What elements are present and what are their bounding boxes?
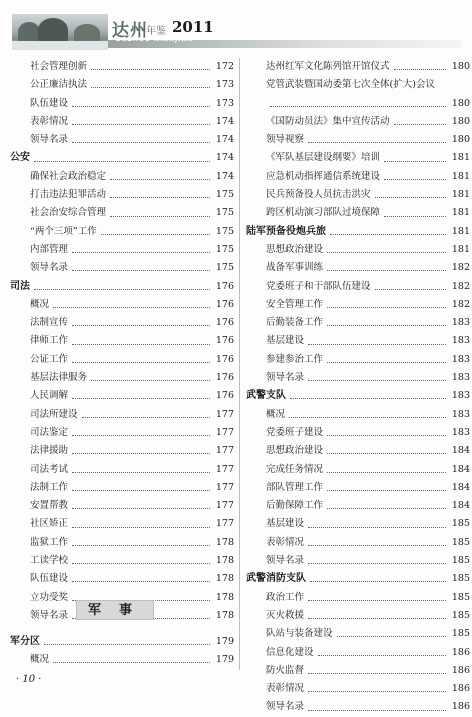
toc-entry-title: 公证工作 <box>30 353 69 365</box>
toc-entry-row[interactable] <box>246 296 470 314</box>
toc-entry-title: 基层建设 <box>266 335 305 347</box>
toc-entry-title: 表彰情况 <box>266 536 305 548</box>
dot-leader <box>91 86 210 88</box>
toc-entry-row[interactable] <box>246 332 470 350</box>
toc-entry-row[interactable] <box>10 58 234 76</box>
toc-entry-row[interactable] <box>10 515 234 533</box>
toc-page-number: 183 <box>451 335 470 347</box>
toc-entry-row[interactable] <box>10 442 234 460</box>
toc-entry-row[interactable] <box>246 644 470 662</box>
dot-leader <box>327 507 446 509</box>
toc-page-number: 184 <box>451 445 470 457</box>
toc-entry-row[interactable] <box>10 76 234 94</box>
toc-page-number: 178 <box>215 555 234 567</box>
dot-leader <box>91 379 210 381</box>
dot-leader <box>72 562 210 564</box>
toc-entry-row[interactable] <box>10 168 234 186</box>
dot-leader <box>327 489 446 491</box>
toc-entry-row[interactable] <box>246 680 470 698</box>
toc-entry-title: 领导名录 <box>30 262 69 274</box>
dot-leader <box>72 269 210 271</box>
yearbook-title: 达州 <box>112 21 148 41</box>
toc-entry-row[interactable] <box>246 424 470 442</box>
toc-page-number: 182 <box>451 262 470 274</box>
toc-page-number: 175 <box>215 225 234 237</box>
toc-entry-title: 思想政治建设 <box>266 243 324 255</box>
toc-entry-title: 武警支队 <box>246 390 286 402</box>
dot-leader <box>327 324 446 326</box>
toc-entry-title: 司法所建设 <box>30 408 78 420</box>
toc-entry-row[interactable] <box>10 259 234 277</box>
toc-entry-row[interactable] <box>246 369 470 387</box>
toc-page-number: 179 <box>215 636 234 647</box>
dot-leader <box>327 251 446 253</box>
toc-page-number: 175 <box>215 189 234 201</box>
toc-entry-title: 公安 <box>10 152 30 164</box>
toc-page-number: 184 <box>451 463 470 475</box>
dot-leader <box>318 654 446 656</box>
toc-page-number: 183 <box>451 426 470 438</box>
toc-entry-title: 法制宣传 <box>30 317 69 329</box>
toc-entry-row[interactable] <box>10 95 234 113</box>
dot-leader <box>91 68 210 70</box>
toc-entry-title: “两个三项”工作 <box>30 225 97 237</box>
header-landscape-image <box>12 14 108 50</box>
toc-page-number: 181 <box>451 152 470 164</box>
dot-leader <box>72 544 210 546</box>
toc-entry-row[interactable] <box>246 497 470 515</box>
toc-entry-title: 司法考试 <box>30 463 69 475</box>
dot-leader <box>330 233 446 235</box>
toc-entry-title: 社区矫正 <box>30 518 69 530</box>
toc-entry-title: 队伍建设 <box>30 573 69 585</box>
toc-entry-title: 防火监督 <box>266 664 305 676</box>
toc-page-number: 180 <box>451 61 470 72</box>
page-number: · 10 · <box>16 674 42 685</box>
dot-leader <box>394 68 446 70</box>
toc-page-number: 177 <box>215 500 234 512</box>
dot-leader <box>72 507 210 509</box>
toc-entry-row[interactable] <box>10 570 234 588</box>
toc-entry-title: 民兵预备役人员抗击洪灾 <box>266 189 371 201</box>
toc-entry-row[interactable] <box>10 461 234 479</box>
dot-leader <box>72 324 210 326</box>
dot-leader <box>375 288 446 290</box>
toc-page-number: 182 <box>451 298 470 310</box>
toc-page-number: 173 <box>215 97 234 109</box>
toc-entry-title: 信息化建设 <box>266 646 314 658</box>
toc-entry-row[interactable] <box>10 296 234 314</box>
toc-entry-title: 概况 <box>266 408 286 420</box>
dot-leader <box>72 580 210 582</box>
toc-entry-title: 社会管理创新 <box>30 61 88 72</box>
toc-entry-row[interactable] <box>246 241 470 259</box>
toc-entry-row[interactable] <box>246 278 470 296</box>
dot-leader <box>72 361 210 363</box>
dot-leader <box>101 233 210 235</box>
toc-entry-row[interactable] <box>10 332 234 350</box>
dot-leader <box>82 416 210 418</box>
toc-entry-title: 政治工作 <box>266 591 305 603</box>
toc-category-row[interactable] <box>10 149 234 167</box>
toc-entry-title: 律师工作 <box>30 335 69 347</box>
toc-page-number: 180 <box>451 134 470 146</box>
toc-entry-row[interactable] <box>10 223 234 241</box>
toc-entry-title: 跨区机动演习部队过境保障 <box>266 207 381 219</box>
dot-leader <box>308 544 446 546</box>
dot-leader <box>384 215 446 217</box>
dot-leader <box>308 672 446 674</box>
dot-leader <box>308 379 446 381</box>
dot-leader <box>308 599 446 601</box>
toc-entry-title: 党委班子建设 <box>266 426 324 438</box>
toc-entry-title: 表彰情况 <box>30 115 69 127</box>
dot-leader <box>110 196 210 198</box>
toc-entry-row[interactable] <box>246 479 470 497</box>
toc-page-number: 183 <box>451 408 470 420</box>
dot-leader <box>289 416 446 418</box>
toc-page-number: 181 <box>451 225 470 237</box>
toc-page-number: 179 <box>215 654 234 666</box>
dot-leader <box>34 160 210 162</box>
toc-page-number: 185 <box>451 609 470 621</box>
toc-entry-row[interactable] <box>10 534 234 552</box>
toc-category-row[interactable] <box>246 387 470 405</box>
toc-left-column <box>10 58 234 625</box>
dot-leader <box>308 526 446 528</box>
toc-entry-row[interactable] <box>10 552 234 570</box>
dot-leader <box>308 709 446 711</box>
dot-leader <box>72 343 210 345</box>
toc-entry-title: 思想政治建设 <box>266 445 324 457</box>
toc-entry-row[interactable] <box>10 406 234 424</box>
dot-leader <box>384 178 446 180</box>
dot-leader <box>72 251 210 253</box>
toc-entry-row[interactable] <box>246 149 470 167</box>
toc-page-number: 185 <box>451 518 470 530</box>
toc-entry-title: 领导视察 <box>266 134 305 146</box>
toc-page-number: 186 <box>451 646 470 658</box>
dot-leader <box>72 397 210 399</box>
toc-entry-row[interactable] <box>246 534 470 552</box>
toc-entry-row[interactable] <box>246 461 470 479</box>
toc-page-number: 186 <box>451 683 470 695</box>
toc-entry-row[interactable] <box>246 552 470 570</box>
toc-entry-row[interactable] <box>246 113 470 131</box>
toc-entry-row[interactable] <box>10 651 234 669</box>
toc-page-number: 177 <box>215 481 234 493</box>
toc-entry-row[interactable] <box>246 95 470 113</box>
dot-leader <box>327 306 446 308</box>
toc-entry-row[interactable] <box>10 204 234 222</box>
toc-entry-row[interactable] <box>246 314 470 332</box>
toc-left-tail <box>10 633 234 670</box>
toc-entry-row[interactable] <box>246 58 470 76</box>
dot-leader <box>34 288 210 290</box>
toc-page-number: 174 <box>215 152 234 164</box>
toc-entry-title: 达州红军文化陈列馆开馆仪式 <box>266 61 390 72</box>
dot-leader <box>72 489 210 491</box>
dot-leader <box>375 196 446 198</box>
toc-page-number: 177 <box>215 445 234 457</box>
toc-page-number: 182 <box>451 280 470 292</box>
toc-entry-row[interactable] <box>10 131 234 149</box>
toc-page-number: 172 <box>215 61 234 72</box>
toc-entry-row[interactable] <box>246 131 470 149</box>
toc-entry-title: 基层建设 <box>266 518 305 530</box>
toc-page-number: 183 <box>451 353 470 365</box>
toc-page-number: 178 <box>215 573 234 585</box>
toc-category-row[interactable] <box>10 278 234 296</box>
toc-entry-title: 确保社会政治稳定 <box>30 170 107 182</box>
toc-page-number: 176 <box>215 280 234 292</box>
toc-entry-row[interactable] <box>246 625 470 643</box>
toc-category-row[interactable] <box>246 223 470 241</box>
section-heading-military: 军事 <box>76 600 154 620</box>
toc-entry-row[interactable] <box>10 424 234 442</box>
toc-entry-row[interactable] <box>246 515 470 533</box>
toc-page-number: 180 <box>451 115 470 127</box>
toc-entry-title: 《国防动员法》集中宣传活动 <box>266 115 390 127</box>
toc-entry-title: 武警消防支队 <box>246 573 306 585</box>
toc-page-number: 181 <box>451 189 470 201</box>
dot-leader <box>327 361 446 363</box>
toc-page-number: 174 <box>215 170 234 182</box>
dot-leader <box>308 617 446 619</box>
toc-entry-title: 军分区 <box>10 636 40 647</box>
toc-entry-row[interactable] <box>246 662 470 680</box>
toc-page-number: 176 <box>215 317 234 329</box>
dot-leader <box>72 105 210 107</box>
toc-category-row[interactable] <box>246 570 470 588</box>
dot-leader <box>308 562 446 564</box>
toc-page-number: 185 <box>451 555 470 567</box>
toc-entry-row[interactable] <box>10 241 234 259</box>
toc-page-number: 175 <box>215 243 234 255</box>
toc-entry-row[interactable] <box>10 314 234 332</box>
toc-entry-title: 法律援助 <box>30 445 69 457</box>
toc-page-number: 185 <box>451 591 470 603</box>
toc-entry-row[interactable] <box>246 406 470 424</box>
toc-entry-row[interactable] <box>246 607 470 625</box>
dot-leader <box>310 580 446 582</box>
toc-page-number: 181 <box>451 170 470 182</box>
toc-page-number: 173 <box>215 79 234 91</box>
dot-leader <box>327 269 446 271</box>
toc-entry-row[interactable] <box>10 387 234 405</box>
toc-page-number: 177 <box>215 518 234 530</box>
toc-entry-title: 应急机动指挥通信系统建设 <box>266 170 381 182</box>
toc-entry-title: 党委班子和干部队伍建设 <box>266 280 371 292</box>
dot-leader <box>308 343 446 345</box>
toc-category-row[interactable] <box>10 633 234 651</box>
toc-page-number: 183 <box>451 317 470 329</box>
toc-page-number: 175 <box>215 207 234 219</box>
toc-entry-title: 人民调解 <box>30 390 69 402</box>
toc-page-number: 176 <box>215 335 234 347</box>
toc-entry-title: 完成任务情况 <box>266 463 324 475</box>
dot-leader <box>110 215 210 217</box>
toc-entry-title: 安置帮教 <box>30 500 69 512</box>
dot-leader <box>270 105 446 107</box>
toc-entry-row[interactable] <box>10 497 234 515</box>
toc-entry-row[interactable] <box>10 369 234 387</box>
dot-leader <box>72 471 210 473</box>
toc-entry-row[interactable] <box>10 113 234 131</box>
yearbook-pinyin: DAZHOU NIANJIAN <box>116 36 194 43</box>
toc-entry-title: 打击违法犯罪活动 <box>30 189 107 201</box>
toc-page-number: 180 <box>451 97 470 109</box>
toc-page-number: 174 <box>215 115 234 127</box>
toc-entry-title: 工读学校 <box>30 555 69 567</box>
toc-entry-row[interactable] <box>246 442 470 460</box>
toc-page-number: 177 <box>215 463 234 475</box>
toc-entry-title: 领导名录 <box>30 134 69 146</box>
toc-page-number: 176 <box>215 390 234 402</box>
toc-entry-title: 部队管理工作 <box>266 481 324 493</box>
toc-entry-title: 公正廉洁执法 <box>30 79 88 91</box>
toc-entry-title: 参建参治工作 <box>266 353 324 365</box>
dot-leader <box>53 306 210 308</box>
toc-page-number: 186 <box>451 701 470 713</box>
toc-entry-title: 领导名录 <box>30 609 69 621</box>
toc-entry-title: 司法 <box>10 280 30 292</box>
dot-leader <box>394 123 446 125</box>
toc-entry-title: 队站与装备建设 <box>266 628 333 640</box>
toc-page-number: 178 <box>215 591 234 603</box>
toc-entry-title: 法制工作 <box>30 481 69 493</box>
toc-entry-title: 队伍建设 <box>30 97 69 109</box>
toc-entry-row[interactable] <box>246 351 470 369</box>
toc-entry-title: 灭火救援 <box>266 609 305 621</box>
toc-entry-title: 表彰情况 <box>266 683 305 695</box>
toc-entry-title: 后勤保障工作 <box>266 500 324 512</box>
toc-page-number: 178 <box>215 536 234 548</box>
toc-entry-title: 领导名录 <box>266 555 305 567</box>
toc-page-number: 175 <box>215 262 234 274</box>
dot-leader <box>308 141 446 143</box>
toc-right-column <box>246 58 470 717</box>
toc-entry-title: 内部管理 <box>30 243 69 255</box>
toc-entry-title: 领导名录 <box>266 372 305 384</box>
yearbook-year: 2011 <box>172 18 214 36</box>
toc-page-number: 186 <box>451 664 470 676</box>
toc-entry-title: 战备军事训练 <box>266 262 324 274</box>
dot-leader <box>72 526 210 528</box>
toc-entry-title: 概况 <box>30 654 50 666</box>
dot-leader <box>110 178 210 180</box>
dot-leader <box>327 434 446 436</box>
toc-entry-title: 《军队基层建设纲要》培训 <box>266 152 381 164</box>
toc-entry-title: 陆军预备役炮兵旅 <box>246 225 326 237</box>
dot-leader <box>327 471 446 473</box>
toc-entry-row[interactable] <box>246 589 470 607</box>
toc-entry-row[interactable] <box>10 479 234 497</box>
column-divider <box>239 58 240 670</box>
dot-leader <box>327 452 446 454</box>
toc-page-number: 176 <box>215 298 234 310</box>
toc-entry-title: 基层法律服务 <box>30 372 88 384</box>
dot-leader <box>72 123 210 125</box>
toc-page-number: 183 <box>451 390 470 402</box>
dot-leader <box>44 643 210 645</box>
toc-page-number: 177 <box>215 408 234 420</box>
toc-page-number: 181 <box>451 207 470 219</box>
toc-page-number: 174 <box>215 134 234 146</box>
toc-entry-row[interactable] <box>10 351 234 369</box>
toc-page-number: 184 <box>451 481 470 493</box>
toc-page-number: 181 <box>451 243 470 255</box>
toc-page-number: 185 <box>451 628 470 640</box>
dot-leader <box>72 434 210 436</box>
toc-entry-title: 立功受奖 <box>30 591 69 603</box>
toc-entry-title: 概况 <box>30 298 50 310</box>
toc-entry-title: 社会治安综合管理 <box>30 207 107 219</box>
toc-page-number: 177 <box>215 426 234 438</box>
dot-leader <box>308 690 446 692</box>
toc-entry-title: 后勤装备工作 <box>266 317 324 329</box>
dot-leader <box>72 452 210 454</box>
toc-page-number: 184 <box>451 500 470 512</box>
toc-entry-row[interactable] <box>246 259 470 277</box>
toc-page-number: 185 <box>451 573 470 585</box>
dot-leader <box>384 160 446 162</box>
toc-entry-title: 领导名录 <box>266 701 305 713</box>
toc-page-number: 176 <box>215 353 234 365</box>
toc-page-number: 183 <box>451 372 470 384</box>
toc-entry-row[interactable] <box>246 204 470 222</box>
toc-entry-title: 安全管理工作 <box>266 298 324 310</box>
toc-entry-row[interactable] <box>246 168 470 186</box>
dot-leader <box>72 141 210 143</box>
dot-leader <box>53 661 210 663</box>
toc-entry-row[interactable] <box>246 186 470 204</box>
toc-page-number: 178 <box>215 609 234 621</box>
toc-entry-row[interactable] <box>10 186 234 204</box>
dot-leader <box>337 635 446 637</box>
yearbook-subtitle: 年鉴 <box>146 26 166 37</box>
toc-entry-row[interactable] <box>246 698 470 716</box>
toc-entry-title: 司法鉴定 <box>30 426 69 438</box>
dot-leader <box>290 397 446 399</box>
toc-entry-row[interactable] <box>246 76 470 94</box>
toc-page-number: 176 <box>215 372 234 384</box>
toc-entry-title: 党管武装暨国动委第七次全体(扩大)会议 <box>266 79 435 91</box>
toc-entry-title: 监狱工作 <box>30 536 69 548</box>
page-header <box>10 14 462 52</box>
toc-page-number: 185 <box>451 536 470 548</box>
